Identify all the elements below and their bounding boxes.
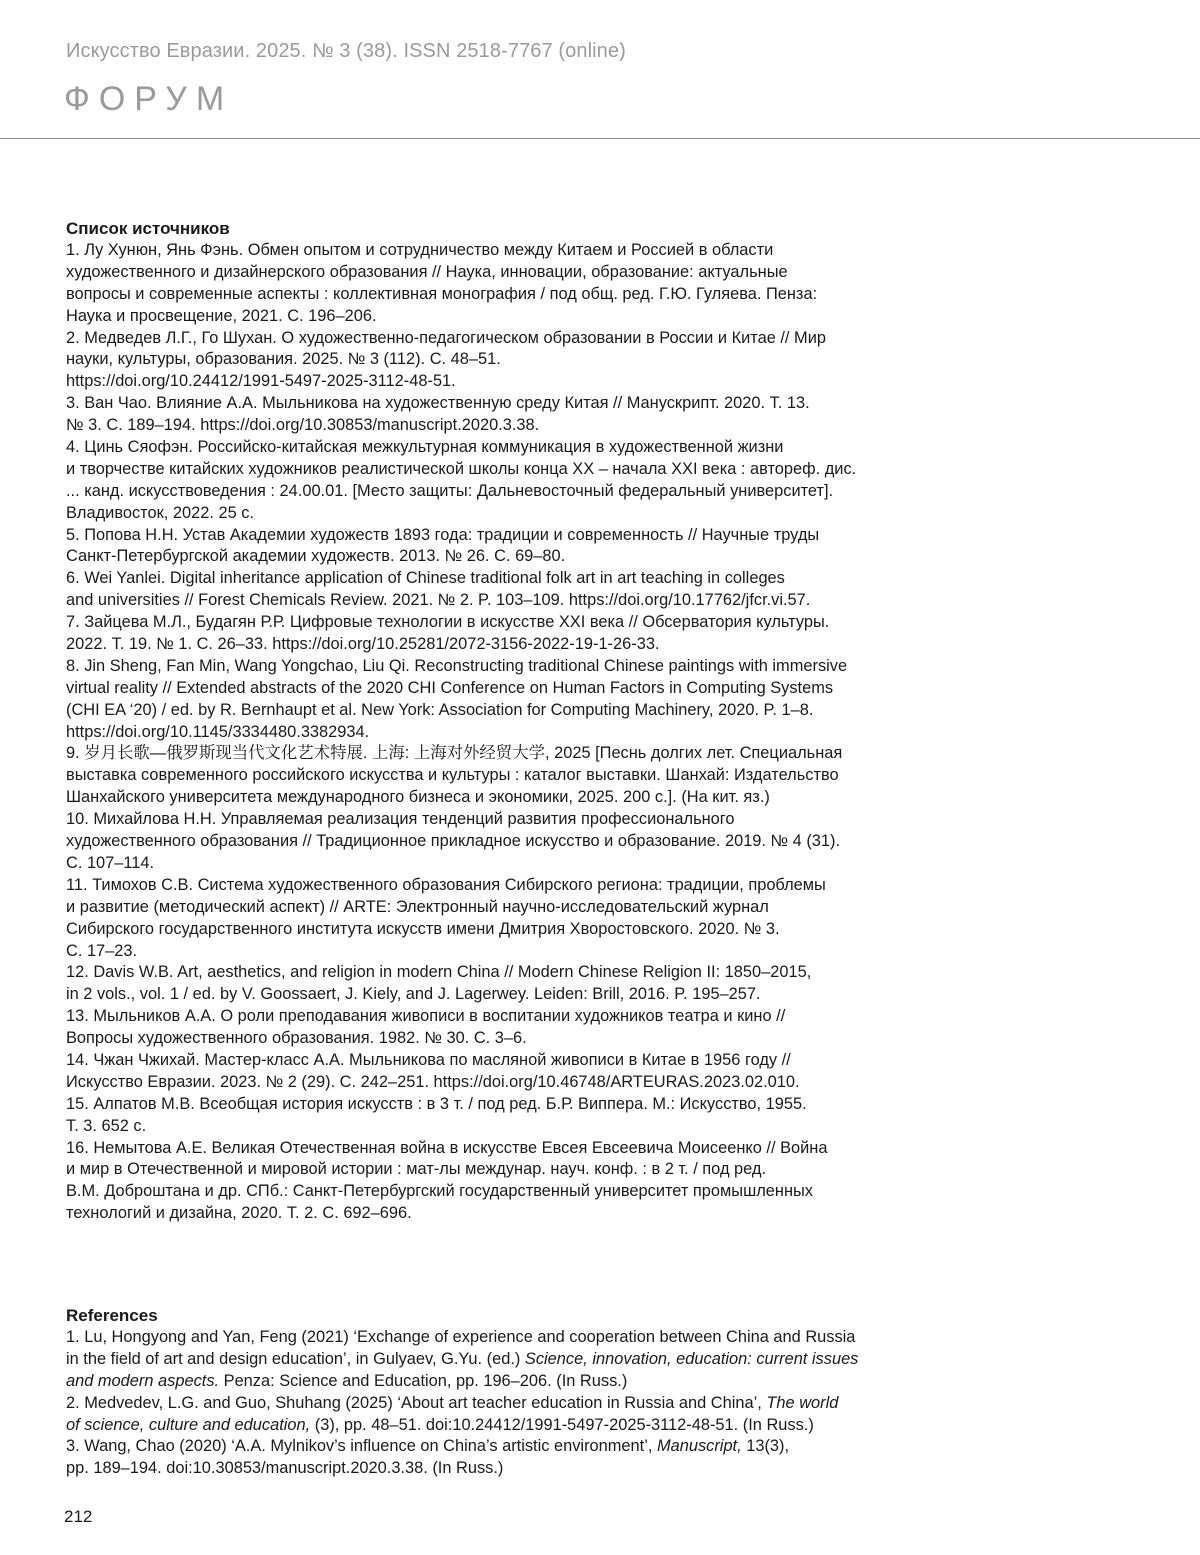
reference-line [66, 1415, 966, 1437]
source-line: 1. Лу Хунюн, Янь Фэнь. Обмен опытом и сотрудничество между Китаем и Россией в области [66, 241, 774, 259]
source-line: 5. Попова Н.Н. Устав Академии художеств 1893 года: традиции и современность // Научные труды [66, 525, 820, 544]
source-line: Т. 3. 652 с. [66, 1116, 147, 1135]
reference-text: 3. Wang, Chao (2020) ‘A.A. Mylnikov’s influence on China’s artistic environment’, [66, 1437, 657, 1456]
source-line: В.М. Доброштана и др. СПб.: Санкт-Петербургский государственный университет промышленных [66, 1182, 813, 1201]
sources-heading: Список источников [66, 219, 230, 238]
reference-italic-text: Manuscript, [656, 1437, 742, 1456]
sources-lines [66, 240, 966, 1225]
reference-italic-text: and modern aspects. [66, 1371, 220, 1390]
source-line: и творчестве китайских художников реалистической школы конца XX – начала XXI века : автореф. дис. [66, 459, 857, 478]
source-line: Искусство Евразии. 2023. № 2 (29). С. 242–251. https://doi.org/10.46748/ARTEURAS.2023.02.010. [66, 1072, 800, 1091]
page-number: 212 [64, 1507, 93, 1526]
source-line: 12. Davis W.B. Art, aesthetics, and religion in modern China // Modern Chinese Religion II: 1850–2015, [66, 963, 812, 982]
source-line: вопросы и современные аспекты : коллективная монография / под общ. ред. Г.Ю. Гуляева. Пенза: [66, 284, 818, 303]
reference-italic-text: Science, innovation, education: current issues [524, 1349, 859, 1368]
source-line: и мир в Отечественной и мировой истории : мат-лы междунар. науч. конф. : в 2 т. / под ред. [66, 1160, 767, 1179]
source-line: 14. Чжан Чжихай. Мастер-класс А.А. Мыльникова по масляной живописи в Китае в 1956 году // [66, 1050, 791, 1069]
reference-line [66, 1327, 966, 1349]
source-line: 2. Медведев Л.Г., Го Шухан. О художественно-педагогическом образовании в России и Китае // Мир [66, 328, 826, 347]
source-line: науки, культуры, образования. 2025. № 3 (112). С. 48–51. [66, 350, 501, 369]
source-line: 7. Зайцева М.Л., Будагян Р.Р. Цифровые технологии в искусстве XXI века // Обсерватория культуры. [66, 613, 830, 632]
source-line: and universities // Forest Chemicals Review. 2021. № 2. P. 103–109. https://doi.org/10.17762/jfcr.vi.57. [66, 591, 811, 610]
source-line: 15. Алпатов М.В. Всеобщая история искусств : в 3 т. / под ред. Б.Р. Виппера. М.: Искусство, 1955. [66, 1094, 807, 1113]
source-line: https://doi.org/10.24412/1991-5497-2025-3112-48-51. [66, 372, 456, 391]
source-line: 2022. Т. 19. № 1. С. 26–33. https://doi.org/10.25281/2072-3156-2022-19-1-26-33. [66, 635, 660, 654]
source-line: художественного и дизайнерского образования // Наука, инновации, образование: актуальные [66, 262, 788, 281]
source-line: virtual reality // Extended abstracts of the 2020 CHI Conference on Human Factors in Computing Systems [66, 678, 834, 697]
reference-text: in the field of art and design education’, in Gulyaev, G.Yu. (ed.) [66, 1349, 525, 1368]
reference-text: 1. Lu, Hongyong and Yan, Feng (2021) ‘Exchange of experience and cooperation between China and Russia [66, 1328, 856, 1346]
reference-line [66, 1349, 966, 1371]
source-line: in 2 vols., vol. 1 / ed. by V. Goossaert, J. Kiely, and J. Lagerwey. Leiden: Brill, 2016. P. 195–257. [66, 985, 761, 1004]
source-line: Наука и просвещение, 2021. С. 196–206. [66, 306, 377, 325]
source-line: Санкт-Петербургской академии художеств. 2013. № 26. С. 69–80. [66, 547, 566, 566]
source-line: и развитие (методический аспект) // ARTE: Электронный научно-исследовательский журнал [66, 897, 769, 916]
source-line: Владивосток, 2022. 25 с. [66, 503, 254, 522]
source-line: 9. 岁月长歌—俄罗斯现当代文化艺术特展. 上海: 上海对外经贸大学, 2025 [Песнь долгих лет. Специальная [66, 744, 843, 763]
references-heading: References [66, 1306, 158, 1325]
source-line: 6. Wei Yanlei. Digital inheritance application of Chinese traditional folk art in art teaching in colleges [66, 569, 785, 588]
references-list [66, 1305, 966, 1480]
reference-text: 13(3), [741, 1437, 790, 1456]
journal-running-head: Искусство Евразии. 2025. № 3 (38). ISSN 2518-7767 (online) [66, 40, 626, 62]
source-line: № 3. С. 189–194. https://doi.org/10.30853/manuscript.2020.3.38. [66, 416, 540, 435]
source-line: (CHI EA ‘20) / ed. by R. Bernhaupt et al. New York: Association for Computing Machinery, 2020. P. 1–8. [66, 700, 814, 719]
source-line: 13. Мыльников А.А. О роли преподавания живописи в воспитании художников театра и кино // [66, 1007, 786, 1026]
source-line: 10. Михайлова Н.Н. Управляемая реализация тенденций развития профессионального [66, 810, 735, 829]
source-line: Вопросы художественного образования. 1982. № 30. С. 3–6. [66, 1029, 527, 1048]
reference-text: Penza: Science and Education, pp. 196–206. (In Russ.) [219, 1371, 628, 1390]
reference-text: (3), pp. 48–51. doi:10.24412/1991-5497-2025-3112-48-51. (In Russ.) [310, 1415, 814, 1434]
source-line: 4. Цинь Сяофэн. Российско-китайская межкультурная коммуникация в художественной жизни [66, 438, 784, 457]
section-title: ФОРУМ [64, 80, 234, 118]
source-line: 11. Тимохов С.В. Система художественного образования Сибирского региона: традиции, проблемы [66, 875, 826, 894]
reference-italic-text: of science, culture and education, [66, 1415, 311, 1434]
reference-line [66, 1458, 966, 1480]
source-line: С. 17–23. [66, 941, 138, 960]
page-header [0, 0, 1200, 139]
source-line: выставка современного российского искусства и культуры : каталог выставки. Шанхай: Издательство [66, 766, 839, 785]
source-line: технологий и дизайна, 2020. Т. 2. С. 692–696. [66, 1204, 412, 1223]
reference-text: 2. Medvedev, L.G. and Guo, Shuhang (2025) ‘About art teacher education in Russia and China’, [66, 1393, 767, 1412]
reference-line [66, 1371, 966, 1393]
reference-text: pp. 189–194. doi:10.30853/manuscript.2020.3.38. (In Russ.) [66, 1459, 504, 1478]
reference-line [66, 1436, 966, 1458]
source-line: художественного образования // Традиционное прикладное искусство и образование. 2019. № 4 (31). [66, 832, 841, 851]
source-line: 16. Немытова А.Е. Великая Отечественная война в искусстве Евсея Евсеевича Моисеенко // Война [66, 1138, 828, 1157]
source-line: 3. Ван Чао. Влияние А.А. Мыльникова на художественную среду Китая // Манускрипт. 2020. Т. 13. [66, 394, 810, 413]
source-line: 8. Jin Sheng, Fan Min, Wang Yongchao, Liu Qi. Reconstructing traditional Chinese paintings with immersive [66, 656, 848, 675]
source-line: Шанхайского университета международного бизнеса и экономики, 2025. 200 с.]. (На кит. яз.) [66, 788, 770, 807]
source-line: С. 107–114. [66, 853, 155, 872]
sources-list [66, 218, 966, 1225]
source-line: ... канд. искусствоведения : 24.00.01. [Место защиты: Дальневосточный федеральный университет]. [66, 481, 834, 500]
source-line: Сибирского государственного института искусств имени Дмитрия Хворостовского. 2020. № 3. [66, 919, 780, 938]
source-line: https://doi.org/10.1145/3334480.3382934. [66, 722, 370, 741]
reference-italic-text: The world [766, 1393, 839, 1412]
reference-line [66, 1393, 966, 1415]
